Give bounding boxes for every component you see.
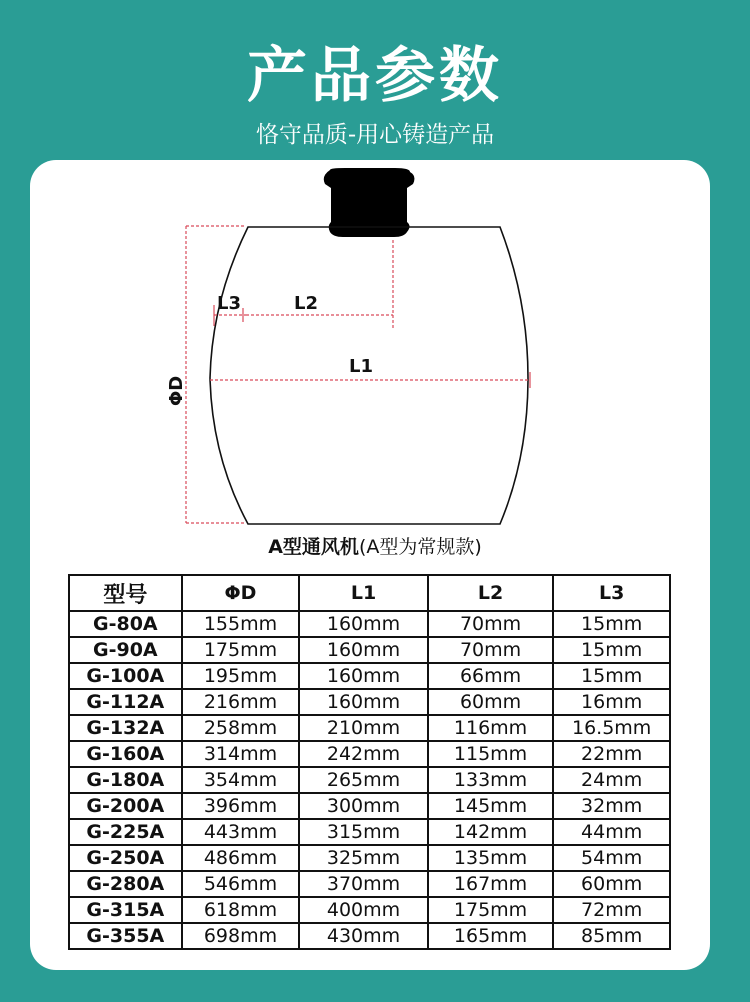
cell-model: G-180A bbox=[69, 767, 182, 793]
table-body bbox=[69, 611, 670, 949]
header-l2: L2 bbox=[428, 575, 554, 611]
cell-l1: 370mm bbox=[299, 871, 428, 897]
table-row bbox=[69, 689, 670, 715]
cell-l2: 116mm bbox=[428, 715, 554, 741]
cell-l3: 85mm bbox=[553, 923, 670, 949]
cell-l1: 315mm bbox=[299, 819, 428, 845]
cell-l3: 16.5mm bbox=[553, 715, 670, 741]
cell-l2: 66mm bbox=[428, 663, 554, 689]
cell-l1: 430mm bbox=[299, 923, 428, 949]
cell-l2: 133mm bbox=[428, 767, 554, 793]
table-row bbox=[69, 845, 670, 871]
cell-l2: 175mm bbox=[428, 897, 554, 923]
cell-diameter: 396mm bbox=[182, 793, 300, 819]
cell-l2: 70mm bbox=[428, 611, 554, 637]
header-model: 型号 bbox=[69, 575, 182, 611]
header-diameter: ΦD bbox=[182, 575, 300, 611]
cell-model: G-250A bbox=[69, 845, 182, 871]
table-row bbox=[69, 767, 670, 793]
cell-l1: 160mm bbox=[299, 637, 428, 663]
header-l3: L3 bbox=[553, 575, 670, 611]
cell-diameter: 216mm bbox=[182, 689, 300, 715]
cell-model: G-315A bbox=[69, 897, 182, 923]
cell-l1: 265mm bbox=[299, 767, 428, 793]
cell-l3: 16mm bbox=[553, 689, 670, 715]
cell-l2: 115mm bbox=[428, 741, 554, 767]
cell-l1: 325mm bbox=[299, 845, 428, 871]
cell-diameter: 698mm bbox=[182, 923, 300, 949]
cell-l1: 160mm bbox=[299, 663, 428, 689]
cell-diameter: 354mm bbox=[182, 767, 300, 793]
cell-diameter: 175mm bbox=[182, 637, 300, 663]
cell-model: G-280A bbox=[69, 871, 182, 897]
cell-model: G-90A bbox=[69, 637, 182, 663]
cell-model: G-160A bbox=[69, 741, 182, 767]
cell-l2: 167mm bbox=[428, 871, 554, 897]
diagram-caption bbox=[0, 534, 750, 560]
cell-l1: 160mm bbox=[299, 689, 428, 715]
table-row bbox=[69, 897, 670, 923]
table-row bbox=[69, 923, 670, 949]
cell-l3: 15mm bbox=[553, 611, 670, 637]
cell-model: G-80A bbox=[69, 611, 182, 637]
dim-l3-label: L3 bbox=[217, 293, 241, 314]
cell-diameter: 443mm bbox=[182, 819, 300, 845]
header-l1: L1 bbox=[299, 575, 428, 611]
cell-l1: 300mm bbox=[299, 793, 428, 819]
cell-l1: 400mm bbox=[299, 897, 428, 923]
cell-l3: 60mm bbox=[553, 871, 670, 897]
cell-l1: 242mm bbox=[299, 741, 428, 767]
table-row bbox=[69, 715, 670, 741]
dim-l2-label: L2 bbox=[294, 293, 318, 314]
cell-diameter: 486mm bbox=[182, 845, 300, 871]
page-subtitle: 恪守品质-用心铸造产品 bbox=[255, 122, 495, 148]
cell-l3: 24mm bbox=[553, 767, 670, 793]
table-row bbox=[69, 819, 670, 845]
dim-d-label: ΦD bbox=[166, 375, 187, 406]
cell-diameter: 155mm bbox=[182, 611, 300, 637]
cell-diameter: 618mm bbox=[182, 897, 300, 923]
cell-diameter: 314mm bbox=[182, 741, 300, 767]
caption-model: A型通风机 bbox=[268, 536, 359, 558]
cell-l3: 72mm bbox=[553, 897, 670, 923]
table-row bbox=[69, 637, 670, 663]
cell-l2: 60mm bbox=[428, 689, 554, 715]
cell-l2: 135mm bbox=[428, 845, 554, 871]
cell-l3: 22mm bbox=[553, 741, 670, 767]
cell-l2: 145mm bbox=[428, 793, 554, 819]
cell-l3: 32mm bbox=[553, 793, 670, 819]
dim-l1-label: L1 bbox=[349, 356, 373, 377]
cell-diameter: 195mm bbox=[182, 663, 300, 689]
cell-l3: 44mm bbox=[553, 819, 670, 845]
cell-l2: 142mm bbox=[428, 819, 554, 845]
table-row bbox=[69, 871, 670, 897]
cell-l3: 15mm bbox=[553, 637, 670, 663]
page-title: 产品参数 bbox=[247, 41, 503, 111]
spec-table bbox=[68, 574, 671, 950]
caption-note: (A型为常规款) bbox=[358, 536, 482, 558]
table-row bbox=[69, 611, 670, 637]
cell-model: G-112A bbox=[69, 689, 182, 715]
cell-l3: 15mm bbox=[553, 663, 670, 689]
cell-l2: 165mm bbox=[428, 923, 554, 949]
cell-l2: 70mm bbox=[428, 637, 554, 663]
cell-model: G-200A bbox=[69, 793, 182, 819]
cell-model: G-355A bbox=[69, 923, 182, 949]
cell-l1: 160mm bbox=[299, 611, 428, 637]
cell-diameter: 546mm bbox=[182, 871, 300, 897]
table-row bbox=[69, 663, 670, 689]
cell-model: G-100A bbox=[69, 663, 182, 689]
cell-l1: 210mm bbox=[299, 715, 428, 741]
table-row bbox=[69, 741, 670, 767]
table-row bbox=[69, 793, 670, 819]
cell-model: G-225A bbox=[69, 819, 182, 845]
table-header-row bbox=[69, 575, 670, 611]
cell-model: G-132A bbox=[69, 715, 182, 741]
cell-l3: 54mm bbox=[553, 845, 670, 871]
cell-diameter: 258mm bbox=[182, 715, 300, 741]
